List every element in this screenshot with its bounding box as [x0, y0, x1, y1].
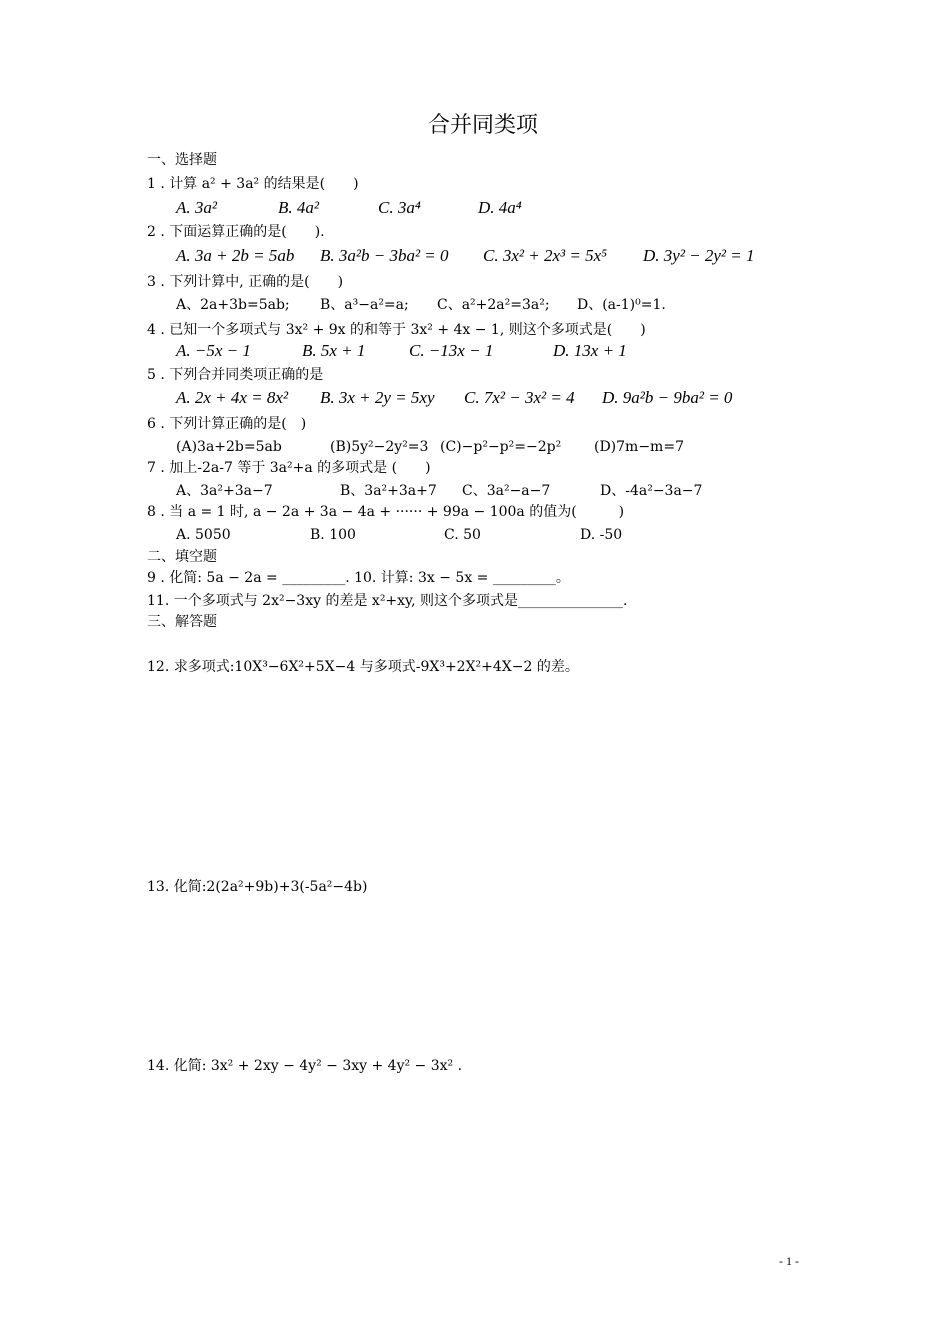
q5-option-d: D. 9a²b − 9ba² = 0 [602, 388, 733, 407]
q1-option-c: C. 3a⁴ [378, 198, 421, 217]
question-3: 3 . 下列计算中, 正确的是( ) [147, 274, 344, 290]
page-title: 合并同类项 [428, 113, 539, 138]
q8-option-c: C. 50 [444, 527, 481, 543]
q4-option-b: B. 5x + 1 [302, 341, 366, 360]
q2-option-d: D. 3y² − 2y² = 1 [643, 246, 755, 265]
question-4: 4 . 已知一个多项式与 3x² + 9x 的和等于 3x² + 4x − 1, 则这个多项式是( ) [147, 322, 646, 338]
page-number: - 1 - [779, 1254, 799, 1268]
q4-option-c: C. −13x − 1 [409, 341, 494, 360]
question-2: 2 . 下面运算正确的是( ). [147, 224, 325, 240]
q8-option-b: B. 100 [310, 527, 356, 543]
q1-option-a: A. 3a² [176, 198, 217, 217]
question-14: 14. 化简: 3x² + 2xy − 4y² − 3xy + 4y² − 3x² . [147, 1058, 463, 1074]
question-11: 11. 一个多项式与 2x²−3xy 的差是 x²+xy, 则这个多项式是_______________. [147, 593, 628, 609]
question-7: 7 . 加上-2a-7 等于 3a²+a 的多项式是 ( ) [147, 460, 431, 476]
q3-option-d: D、(a-1)⁰=1. [577, 297, 666, 313]
q6-option-d: (D)7m−m=7 [594, 439, 684, 455]
q1-option-d: D. 4a⁴ [478, 198, 522, 217]
q6-option-c: (C)−p²−p²=−2p² [440, 439, 562, 455]
q4-option-a: A. −5x − 1 [176, 341, 251, 360]
q2-option-b: B. 3a²b − 3ba² = 0 [320, 246, 449, 265]
q3-option-c: C、a²+2a²=3a²; [437, 297, 550, 313]
q3-option-b: B、a³−a²=a; [320, 297, 409, 313]
q7-option-b: B、3a²+3a+7 [340, 483, 437, 499]
section-heading: 三、解答题 [147, 614, 217, 630]
q7-option-c: C、3a²−a−7 [462, 483, 551, 499]
q7-option-a: A、3a²+3a−7 [176, 483, 273, 499]
question-1: 1 . 计算 a² + 3a² 的结果是( ) [147, 176, 359, 192]
q2-option-a: A. 3a + 2b = 5ab [176, 246, 295, 265]
question-13: 13. 化简:2(2a²+9b)+3(-5a²−4b) [147, 879, 368, 895]
q6-option-b: (B)5y²−2y²=3 [330, 439, 429, 455]
section-heading: 二、填空题 [147, 549, 217, 565]
q4-option-d: D. 13x + 1 [553, 341, 627, 360]
q5-option-c: C. 7x² − 3x² = 4 [464, 388, 575, 407]
q3-option-a: A、2a+3b=5ab; [176, 297, 290, 313]
q2-option-c: C. 3x² + 2x³ = 5x⁵ [483, 246, 608, 265]
question-12: 12. 求多项式:10X³−6X²+5X−4 与多项式-9X³+2X²+4X−2 的差。 [147, 659, 579, 675]
q6-option-a: (A)3a+2b=5ab [176, 439, 282, 455]
question-5: 5 . 下列合并同类项正确的是 [147, 367, 324, 383]
section-heading: 一、选择题 [147, 152, 217, 168]
q5-option-b: B. 3x + 2y = 5xy [320, 388, 435, 407]
q8-option-a: A. 5050 [176, 527, 231, 543]
q8-option-d: D. -50 [580, 527, 623, 543]
question-6: 6 . 下列计算正确的是( ) [147, 416, 307, 432]
q7-option-d: D、-4a²−3a−7 [600, 483, 703, 499]
question-8: 8 . 当 a = 1 时, a − 2a + 3a − 4a + ······ + 99a − 100a 的值为( ) [147, 504, 625, 520]
q5-option-a: A. 2x + 4x = 8x² [176, 388, 289, 407]
question-9-10: 9 . 化简: 5a − 2a = _________. 10. 计算: 3x − 5x = _________。 [147, 570, 570, 586]
q1-option-b: B. 4a² [278, 198, 319, 217]
